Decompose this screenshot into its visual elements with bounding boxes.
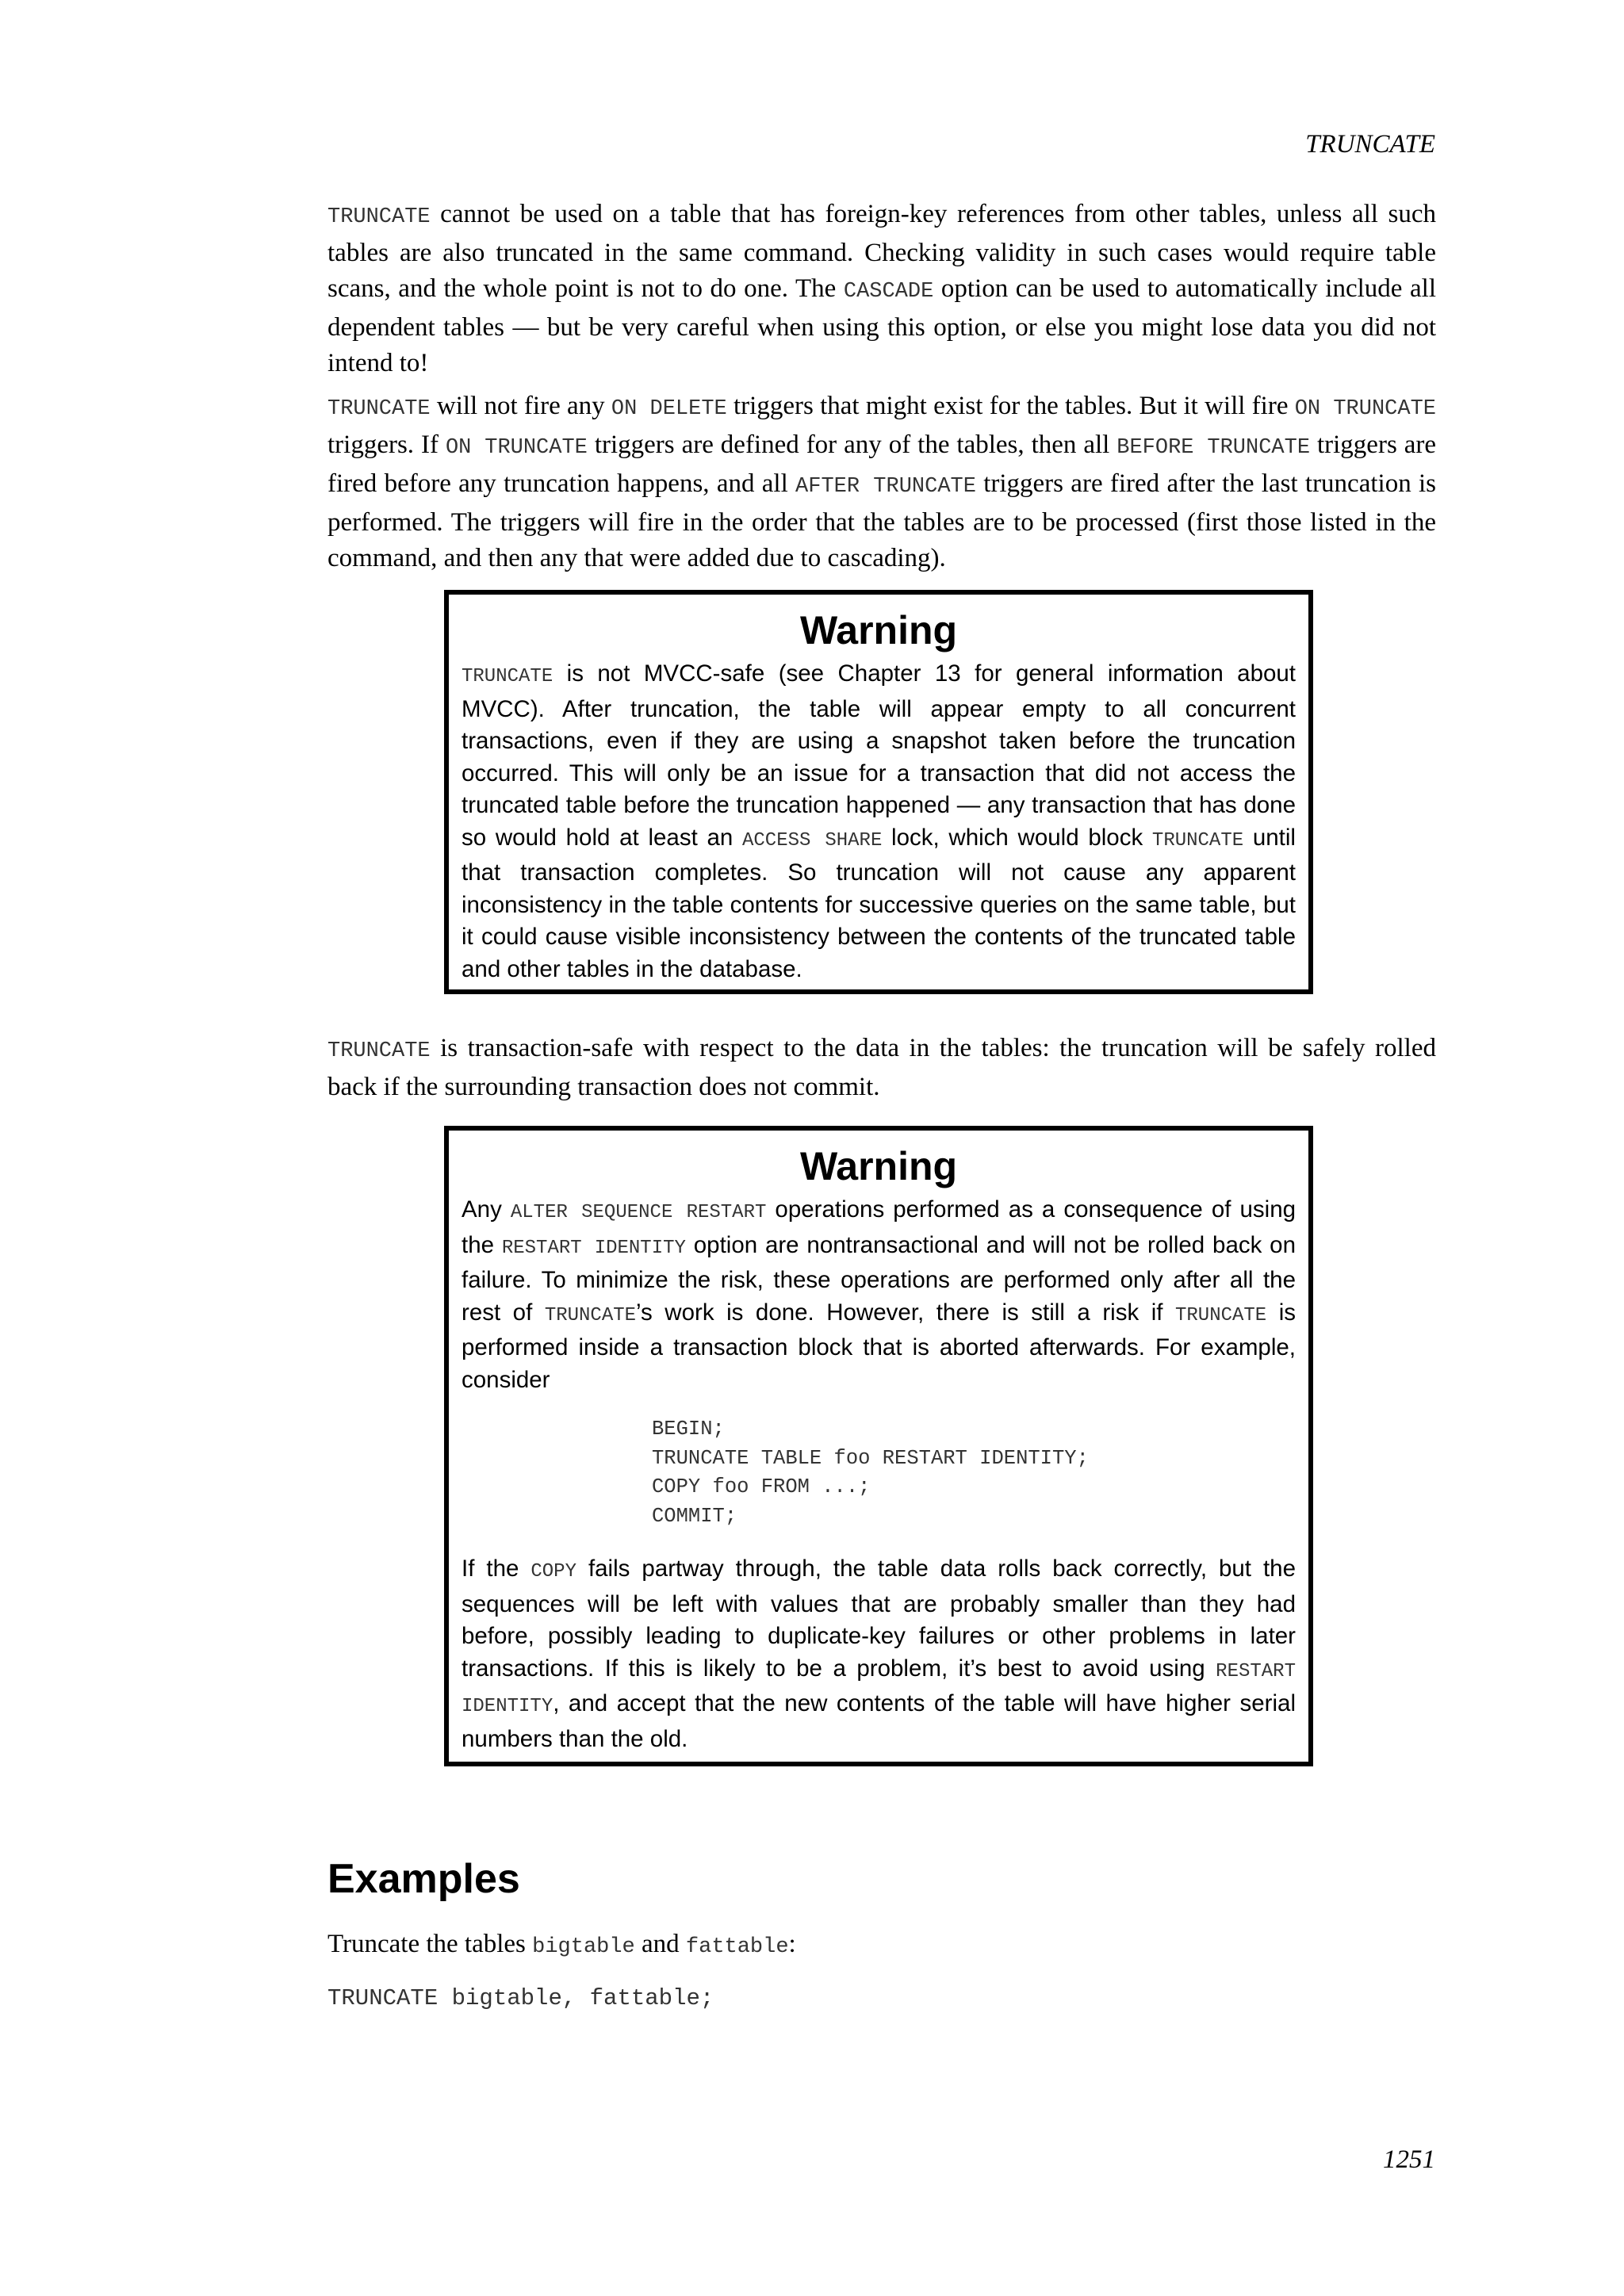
inline-code: TRUNCATE — [327, 397, 431, 421]
inline-code: BEFORE TRUNCATE — [1116, 436, 1311, 460]
text-run: operations performed as a consequence of using the — [462, 1196, 1297, 1258]
paragraph-examples — [327, 1927, 1436, 1965]
inline-code: ALTER SEQUENCE RESTART — [510, 1202, 767, 1223]
inline-code: bigtable — [532, 1935, 635, 1959]
page-number: 1251 — [1383, 2145, 1435, 2174]
text-run: will not fire any — [430, 392, 611, 420]
text-run: ’s work is done. However, there is still a risk if — [636, 1299, 1175, 1326]
warning-title: Warning — [799, 1144, 958, 1188]
body-paragraph-3 — [327, 1031, 1436, 1105]
text-run: option are nontransactional and will not be rolled back on failure. To minimize the risk, these operations are performed only after all the rest of — [462, 1231, 1296, 1326]
text-run: triggers are defined for any of the tables, then all — [587, 430, 1117, 459]
inline-code: TRUNCATE — [327, 205, 431, 229]
inline-code: ON DELETE — [611, 397, 727, 421]
text-run: until that transaction completes. So truncation will not cause any apparent inconsistency in the table contents for successive queries on the same table, but it could cause visible inconsistency between the contents of the truncated table and other tables in the database. — [462, 824, 1296, 982]
warning-box-mvcc — [444, 590, 1313, 994]
inline-code: CASCADE — [843, 280, 934, 304]
inline-code: ACCESS SHARE — [742, 829, 883, 851]
text-run: , and accept that the new contents of the table will have higher serial numbers than the old. — [462, 1690, 1296, 1752]
inline-code: TRUNCATE — [462, 666, 553, 687]
inline-code: RESTART IDENTITY — [462, 1660, 1296, 1717]
inline-code: AFTER TRUNCATE — [795, 475, 976, 499]
example-code-line: TRUNCATE bigtable, fattable; — [327, 1985, 714, 2011]
text-run: If the — [462, 1556, 531, 1582]
section-heading-examples: Examples — [327, 1856, 520, 1902]
inline-code: RESTART IDENTITY — [501, 1237, 686, 1259]
paragraph-transaction-safe — [327, 1031, 1436, 1105]
running-header: TRUNCATE — [1305, 130, 1435, 159]
text-run: is not MVCC-safe (see Chapter 13 for general information about MVCC). After truncation, the table will appear empty to all concurrent transactions, even if they are using a snapshot taken before the truncation occurred. This will only be an issue for a transaction that did not access the truncated table before the truncation happened — any transaction that has done so would hold at least an — [462, 660, 1296, 851]
text-run: Any — [462, 1196, 511, 1223]
examples-intro — [327, 1927, 1436, 1965]
inline-code: ON TRUNCATE — [445, 436, 588, 460]
text-run: Truncate the tables — [327, 1930, 533, 1958]
paragraph-foreign-keys — [327, 197, 1436, 381]
inline-code: TRUNCATE — [544, 1304, 637, 1326]
text-run: is performed inside a transaction block that is aborted afterwards. For example, consider — [462, 1299, 1297, 1393]
warning-text — [462, 658, 1296, 985]
body-paragraph-2 — [327, 388, 1436, 576]
text-run: lock, which would block — [882, 824, 1152, 851]
inline-code: TRUNCATE — [1174, 1304, 1267, 1326]
text-run: triggers are fired before any truncation happens, and all — [327, 430, 1437, 498]
warning-box-sequences — [444, 1126, 1313, 1766]
text-run: triggers that might exist for the tables. But it will fire — [726, 392, 1295, 420]
text-run: : — [788, 1930, 796, 1958]
warning-text — [462, 1194, 1296, 1396]
text-run: cannot be used on a table that has foreign-key references from other tables, unless all such tables are also truncated in the same command. Checking validity in such cases would require table scans, and the whole point is not to do one. The — [327, 200, 1436, 303]
text-run: is transaction-safe with respect to the data in the tables: the truncation will be safely rolled back if the surrounding transaction does not commit. — [327, 1034, 1436, 1101]
text-run: and — [634, 1930, 686, 1958]
warning-text — [462, 1553, 1296, 1755]
code-example-block: BEGIN; TRUNCATE TABLE foo RESTART IDENTITY; COPY foo FROM ...; COMMIT; — [652, 1418, 1089, 1528]
inline-code: TRUNCATE — [1151, 829, 1244, 851]
body-paragraph-1 — [327, 197, 1436, 381]
warning-title: Warning — [799, 608, 958, 652]
text-run: option can be used to automatically include all dependent tables — but be very careful when using this option, or else you might lose data you did not intend to! — [327, 274, 1436, 377]
text-run: triggers. If — [327, 430, 446, 459]
inline-code: TRUNCATE — [327, 1039, 431, 1063]
inline-code: fattable — [685, 1935, 789, 1959]
inline-code: ON TRUNCATE — [1294, 397, 1436, 421]
inline-code: COPY — [530, 1561, 576, 1582]
text-run: fails partway through, the table data rolls back correctly, but the sequences will be left with values that are probably smaller than they had before, possibly leading to duplicate-key failures or other problems in later transactions. If this is likely to be a problem, it’s best to avoid using — [462, 1556, 1296, 1682]
text-run: triggers are fired after the last truncation is performed. The triggers will fire in the order that the tables are to be processed (first those listed in the command, and then any that were added due to cascading). — [327, 469, 1436, 572]
paragraph-triggers — [327, 388, 1436, 576]
